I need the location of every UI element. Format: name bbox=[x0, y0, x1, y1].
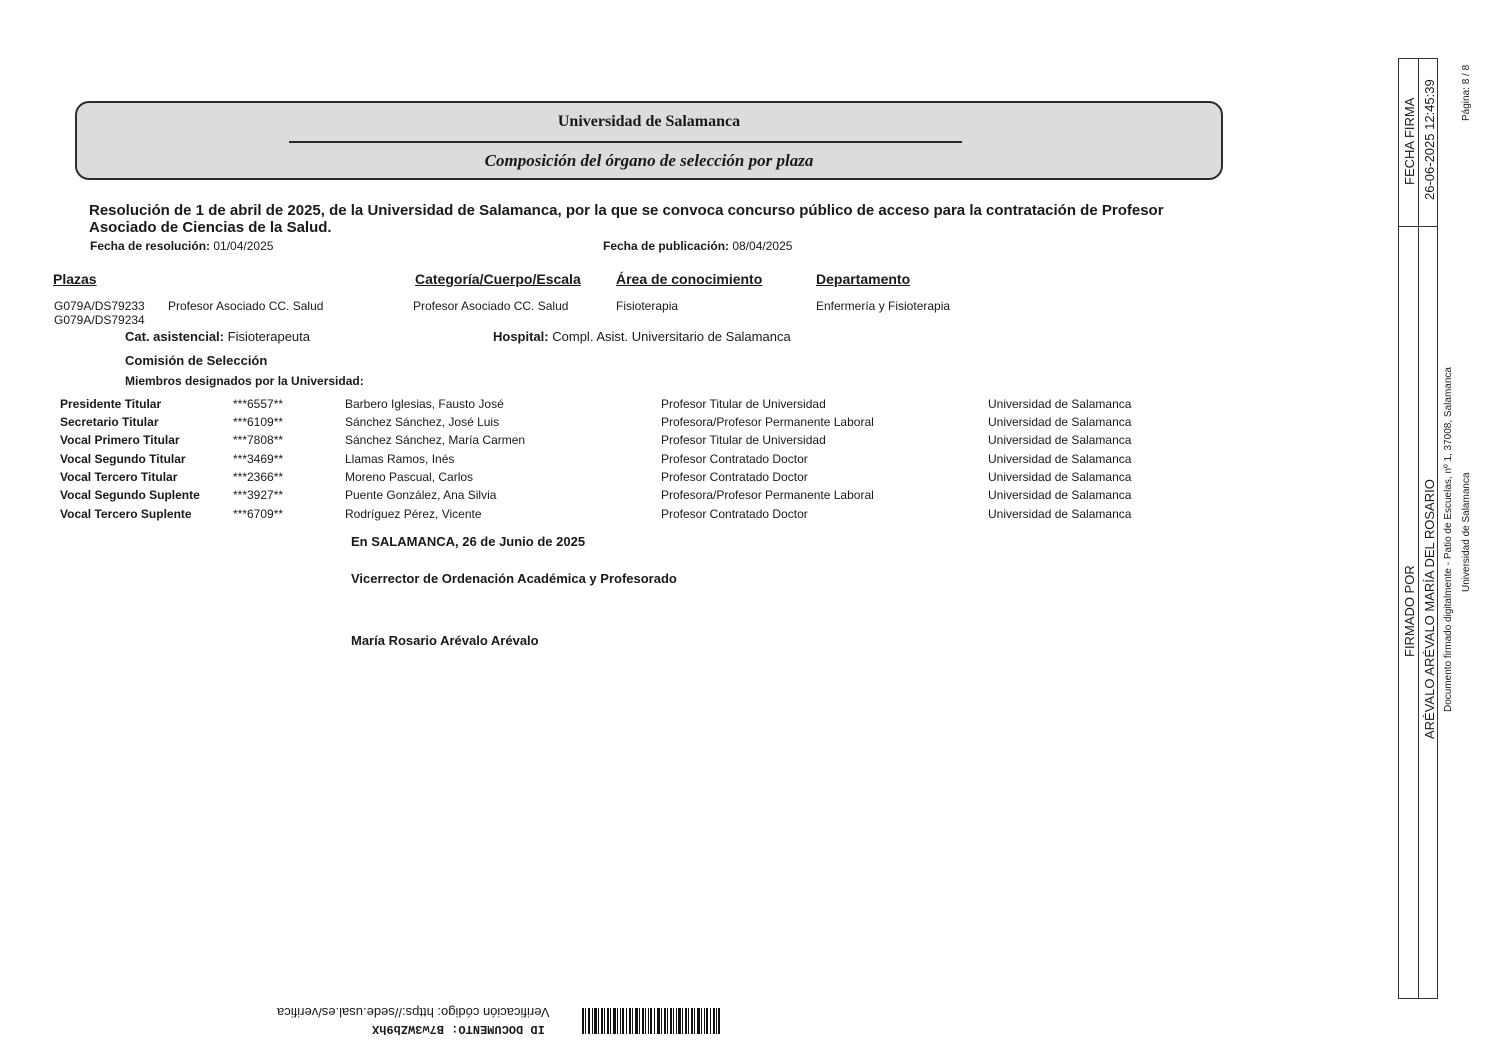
page-number: Página: 8 / 8 bbox=[1461, 64, 1472, 121]
member-cuerpo: Profesor Titular de Universidad bbox=[661, 433, 826, 447]
member-role: Vocal Tercero Suplente bbox=[60, 507, 192, 521]
member-id: ***7808** bbox=[233, 433, 284, 447]
table-row bbox=[60, 488, 1260, 506]
member-id: ***6709** bbox=[233, 507, 284, 521]
member-university: Universidad de Salamanca bbox=[988, 470, 1132, 484]
fecha-firma-label: FECHA FIRMA bbox=[1402, 97, 1417, 185]
verification-code-text: Verificación código: https://sede.usal.es/verifica bbox=[277, 1005, 550, 1020]
side-university: Universidad de Salamanca bbox=[1461, 472, 1472, 592]
signature-name: María Rosario Arévalo Arévalo bbox=[351, 633, 539, 648]
member-role: Vocal Segundo Suplente bbox=[60, 488, 200, 502]
member-name: Barbero Iglesias, Fausto José bbox=[345, 397, 504, 411]
fecha-resolucion-value: 01/04/2025 bbox=[213, 239, 274, 253]
fecha-publicacion bbox=[603, 239, 792, 253]
member-university: Universidad de Salamanca bbox=[988, 507, 1132, 521]
member-cuerpo: Profesor Titular de Universidad bbox=[661, 397, 826, 411]
member-name: Rodríguez Pérez, Vicente bbox=[345, 507, 482, 521]
plaza-name: Profesor Asociado CC. Salud bbox=[168, 299, 324, 313]
col-plazas: Plazas bbox=[53, 271, 97, 287]
comision-title: Comisión de Selección bbox=[125, 353, 268, 368]
member-id: ***6557** bbox=[233, 397, 284, 411]
plaza-code-1: G079A/DS79233 bbox=[54, 299, 145, 313]
col-categoria: Categoría/Cuerpo/Escala bbox=[415, 271, 581, 287]
member-id: ***3927** bbox=[233, 488, 284, 502]
hospital-label: Hospital: bbox=[493, 329, 549, 344]
member-name: Puente González, Ana Silvia bbox=[345, 488, 497, 502]
member-role: Presidente Titular bbox=[60, 397, 162, 411]
member-name: Sánchez Sánchez, María Carmen bbox=[345, 433, 526, 447]
signature-place-date: En SALAMANCA, 26 de Junio de 2025 bbox=[351, 534, 586, 549]
col-departamento: Departamento bbox=[816, 271, 911, 287]
plaza-area: Fisioterapia bbox=[616, 299, 679, 313]
member-cuerpo: Profesora/Profesor Permanente Laboral bbox=[661, 415, 874, 429]
plaza-code-2: G079A/DS79234 bbox=[54, 313, 145, 327]
fecha-resolucion-label: Fecha de resolución: bbox=[90, 239, 211, 253]
member-name: Llamas Ramos, Inés bbox=[345, 452, 455, 466]
resolution-title: Resolución de 1 de abril de 2025, de la Universidad de Salamanca, por la que se convoca concurso público de acceso para la contratación de Profesor Asociado de Ciencias de la Salud. bbox=[89, 202, 1164, 236]
document-signed-note: Documento firmado digitalmente - Patio de Escuelas, nº 1, 37008, Salamanca bbox=[1443, 367, 1454, 712]
firmante-name: ARÉVALO ARÉVALO MARÍA DEL ROSARIO bbox=[1422, 479, 1437, 739]
member-role: Vocal Tercero Titular bbox=[60, 470, 178, 484]
comision-subtitle: Miembros designados por la Universidad: bbox=[125, 374, 364, 388]
cat-asistencial-label: Cat. asistencial: bbox=[125, 329, 224, 344]
member-id: ***6109** bbox=[233, 415, 284, 429]
signature-frame-column-divider bbox=[1418, 58, 1419, 999]
header-divider bbox=[289, 141, 962, 143]
member-cuerpo: Profesor Contratado Doctor bbox=[661, 452, 808, 466]
member-id: ***3469** bbox=[233, 452, 284, 466]
member-cuerpo: Profesor Contratado Doctor bbox=[661, 470, 808, 484]
member-university: Universidad de Salamanca bbox=[988, 433, 1132, 447]
fecha-publicacion-label: Fecha de publicación: bbox=[603, 239, 730, 253]
member-cuerpo: Profesor Contratado Doctor bbox=[661, 507, 808, 521]
signature-position: Vicerrector de Ordenación Académica y Profesorado bbox=[351, 571, 677, 586]
table-row bbox=[60, 415, 1260, 433]
hospital bbox=[493, 329, 791, 344]
member-role: Secretario Titular bbox=[60, 415, 159, 429]
member-role: Vocal Segundo Titular bbox=[60, 452, 186, 466]
cat-asistencial-value: Fisioterapeuta bbox=[227, 329, 311, 344]
hospital-value: Compl. Asist. Universitario de Salamanca bbox=[552, 329, 791, 344]
header-title: Universidad de Salamanca bbox=[557, 113, 741, 130]
document-header bbox=[75, 101, 1223, 180]
fecha-resolucion bbox=[90, 239, 273, 253]
member-name: Moreno Pascual, Carlos bbox=[345, 470, 474, 484]
barcode-image bbox=[582, 1008, 720, 1034]
table-row bbox=[60, 507, 1260, 525]
plaza-categoria: Profesor Asociado CC. Salud bbox=[413, 299, 569, 313]
member-id: ***2366** bbox=[233, 470, 284, 484]
fecha-firma-value: 26-06-2025 12:45:39 bbox=[1422, 79, 1437, 200]
member-name: Sánchez Sánchez, José Luis bbox=[345, 415, 500, 429]
col-area: Área de conocimiento bbox=[616, 271, 763, 287]
fecha-publicacion-value: 08/04/2025 bbox=[732, 239, 793, 253]
document-id: ID DOCUMENTO: B7w3WZb9hX bbox=[372, 1022, 545, 1036]
member-role: Vocal Primero Titular bbox=[60, 433, 180, 447]
table-row bbox=[60, 397, 1260, 415]
table-row bbox=[60, 452, 1260, 470]
header-subtitle: Composición del órgano de selección por plaza bbox=[484, 151, 814, 170]
member-cuerpo: Profesora/Profesor Permanente Laboral bbox=[661, 488, 874, 502]
table-row bbox=[60, 433, 1260, 451]
member-university: Universidad de Salamanca bbox=[988, 452, 1132, 466]
member-university: Universidad de Salamanca bbox=[988, 397, 1132, 411]
member-university: Universidad de Salamanca bbox=[988, 415, 1132, 429]
member-university: Universidad de Salamanca bbox=[988, 488, 1132, 502]
cat-asistencial bbox=[125, 329, 310, 344]
firmado-por-label: FIRMADO POR bbox=[1402, 565, 1417, 657]
table-row bbox=[60, 470, 1260, 488]
plaza-departamento: Enfermería y Fisioterapia bbox=[816, 299, 951, 313]
